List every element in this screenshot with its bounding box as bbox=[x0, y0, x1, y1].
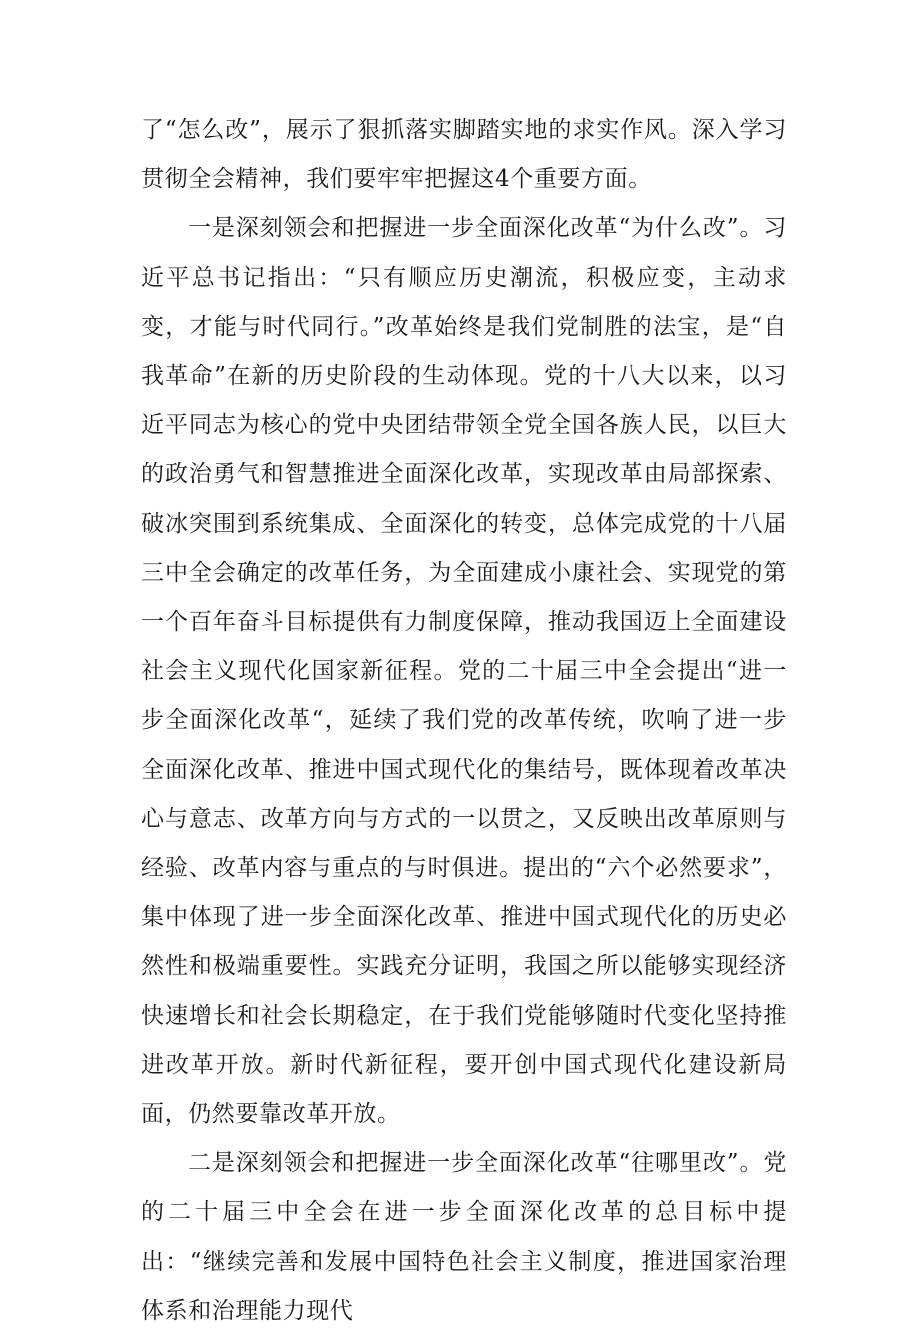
paragraph-why-reform: 一是深刻领会和把握进一步全面深化改革“为什么改”。习近平总书记指出：“只有顺应历史潮流，积极应变，主动求变，才能与时代同行。”改革始终是我们党制胜的法宝，是“自我革命”在新的历史阶段的生动体现。党的十八大以来，以习近平同志为核心的党中央团结带领全党全国各族人民，以巨大的政治勇气和智慧推进全面深化改革，实现改革由局部探索、破冰突围到系统集成、全面深化的转变，总体完成党的十八届三中全会确定的改革任务，为全面建成小康社会、实现党的第一个百年奋斗目标提供有力制度保障，推动我国迈上全面建设社会主义现代化国家新征程。党的二十届三中全会提出“进一步全面深化改革“，延续了我们党的改革传统，吹响了进一步全面深化改革、推进中国式现代化的集结号，既体现着改革决心与意志、改革方向与方式的一以贯之，又反映出改革原则与经验、改革内容与重点的与时俱进。提出的“六个必然要求”，集中体现了进一步全面深化改革、推进中国式现代化的历史必然性和极端重要性。实践充分证明，我国之所以能够实现经济快速增长和社会长期稳定，在于我们党能够随时代变化坚持推进改革开放。新时代新征程，要开创中国式现代化建设新局面，仍然要靠改革开放。 bbox=[141, 215, 787, 1128]
paragraph-where-reform: 二是深刻领会和把握进一步全面深化改革“往哪里改”。党的二十届三中全会在进一步全面深化改革的总目标中提出：“继续完善和发展中国特色社会主义制度，推进国家治理体系和治理能力现代 bbox=[141, 1150, 787, 1324]
document-body bbox=[141, 106, 787, 1336]
paragraph-continuation: 了“怎么改”，展示了狠抓落实脚踏实地的求实作风。深入学习贯彻全会精神，我们要牢牢把握这4个重要方面。 bbox=[141, 117, 787, 193]
